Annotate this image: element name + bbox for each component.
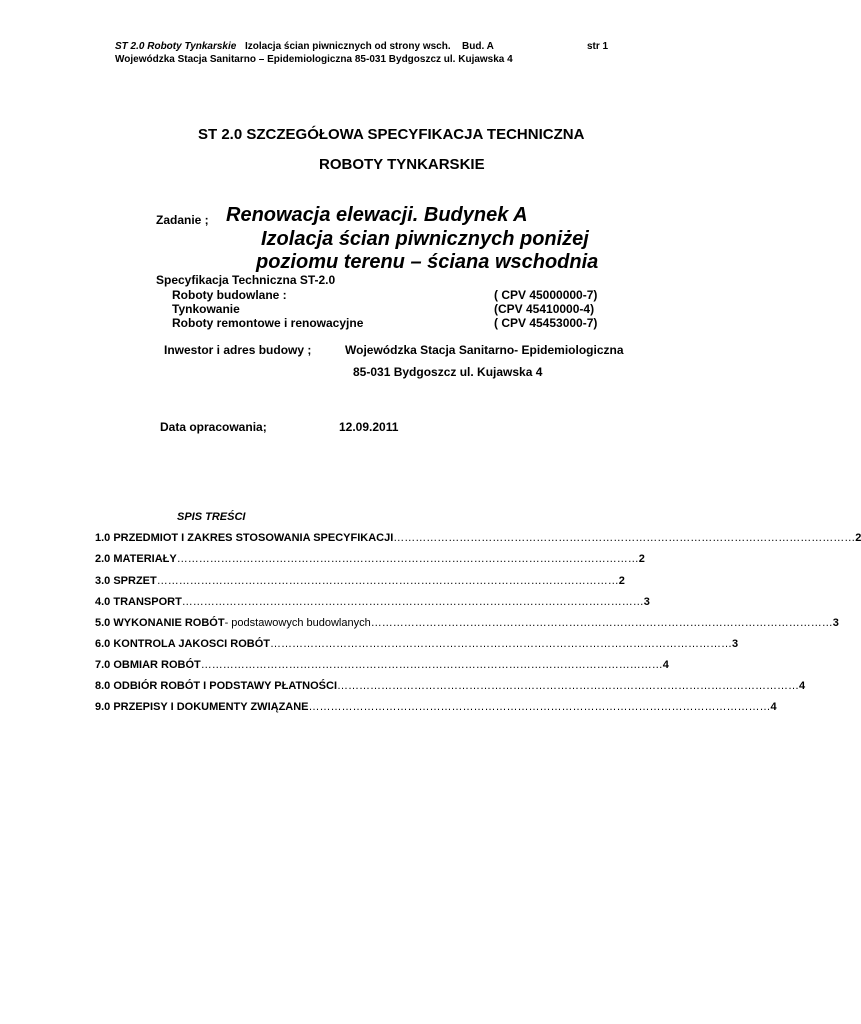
date-value: 12.09.2011 [339, 420, 399, 434]
toc-item-label: 3.0 SPRZET [95, 575, 157, 587]
toc-item-page: 4 [770, 701, 777, 713]
toc-item-page: 4 [662, 659, 669, 671]
task-line1: Renowacja elewacji. Budynek A [226, 204, 528, 226]
toc-item[interactable] [95, 680, 806, 694]
toc-item-label: 2.0 MATERIAŁY [95, 553, 177, 565]
toc-item[interactable] [95, 638, 739, 652]
document-subtitle: ROBOTY TYNKARSKIE [319, 156, 485, 173]
toc-title: SPIS TREŚCI [177, 511, 246, 523]
toc-item-label: 1.0 PRZEDMIOT I ZAKRES STOSOWANIA SPECYFIKACJI [95, 532, 394, 544]
toc-item-label-main: 5.0 WYKONANIE ROBÓT [95, 617, 225, 629]
toc-item-page: 3 [643, 596, 650, 608]
spec-item-name: Roboty remontowe i renowacyjne [172, 316, 364, 330]
spec-title: Specyfikacja Techniczna ST-2.0 [156, 273, 336, 287]
toc-leader: ……………………………………………………………………………………………………………… [393, 532, 856, 544]
spec-item-name: Roboty budowlane : [172, 288, 287, 302]
toc-item-label: 9.0 PRZEPISY I DOKUMENTY ZWIĄZANE [95, 701, 309, 713]
toc-leader: ……………………………………………………………………………………………………………… [200, 659, 663, 671]
spec-item-cpv: ( CPV 45000000-7) [494, 288, 598, 302]
toc-item-label: 8.0 ODBIÓR ROBÓT I PODSTAWY PŁATNOŚCI [95, 680, 338, 692]
toc-item[interactable] [95, 532, 861, 546]
spec-item-cpv: (CPV 45410000-4) [494, 302, 595, 316]
toc-item-label: 4.0 TRANSPORT [95, 596, 182, 608]
header-line2: Wojewódzka Stacja Sanitarno – Epidemiologiczna 85-031 Bydgoszcz ul. Kujawska 4 [115, 54, 513, 65]
toc-item[interactable] [95, 553, 645, 567]
toc-item-page: 2 [618, 575, 625, 587]
investor-name: Wojewódzka Stacja Sanitarno- Epidemiologiczna [345, 343, 624, 357]
header-page-number: str 1 [587, 41, 609, 52]
toc-item-page: 2 [638, 553, 645, 565]
toc-item[interactable] [95, 659, 669, 673]
toc-item-label-sub: - podstawowych budowlanych [224, 617, 371, 629]
toc-item-page: 4 [799, 680, 806, 692]
toc-leader: ……………………………………………………………………………………………………………… [370, 617, 833, 629]
toc-item[interactable] [95, 596, 650, 610]
task-label: Zadanie ; [156, 213, 209, 227]
document-title: ST 2.0 SZCZEGÓŁOWA SPECYFIKACJA TECHNICZNA [198, 126, 585, 143]
date-label: Data opracowania; [160, 420, 267, 434]
toc-leader: ……………………………………………………………………………………………………………… [270, 638, 732, 650]
toc-item-label [95, 617, 371, 629]
toc-item-page: 3 [832, 617, 839, 629]
toc-leader: ……………………………………………………………………………………………………………… [156, 575, 619, 587]
spec-item-name: Tynkowanie [172, 302, 240, 316]
toc-leader: ……………………………………………………………………………………………………………… [181, 596, 644, 608]
task-line3: poziomu terenu – ściana wschodnia [256, 251, 599, 273]
header-doc-title: ST 2.0 Roboty Tynkarskie [115, 41, 237, 52]
toc-item-label: 6.0 KONTROLA JAKOSCI ROBÓT [95, 638, 270, 650]
task-line2: Izolacja ścian piwnicznych poniżej [261, 228, 589, 250]
toc-leader: ……………………………………………………………………………………………………………… [308, 701, 771, 713]
toc-item-page: 2 [855, 532, 861, 544]
header-topic: Izolacja ścian piwnicznych od strony wsch. [245, 41, 451, 52]
header-line1 [115, 41, 236, 52]
toc-item[interactable] [95, 575, 625, 589]
toc-leader: ……………………………………………………………………………………………………………… [337, 680, 800, 692]
toc-item-label: 7.0 OBMIAR ROBÓT [95, 659, 201, 671]
header-building: Bud. A [462, 41, 494, 52]
spec-item-cpv: ( CPV 45453000-7) [494, 316, 598, 330]
investor-address: 85-031 Bydgoszcz ul. Kujawska 4 [353, 365, 543, 379]
investor-label: Inwestor i adres budowy ; [164, 343, 312, 357]
toc-item[interactable] [95, 617, 839, 631]
toc-item-page: 3 [732, 638, 739, 650]
toc-leader: ……………………………………………………………………………………………………………… [176, 553, 639, 565]
toc-item[interactable] [95, 701, 777, 715]
